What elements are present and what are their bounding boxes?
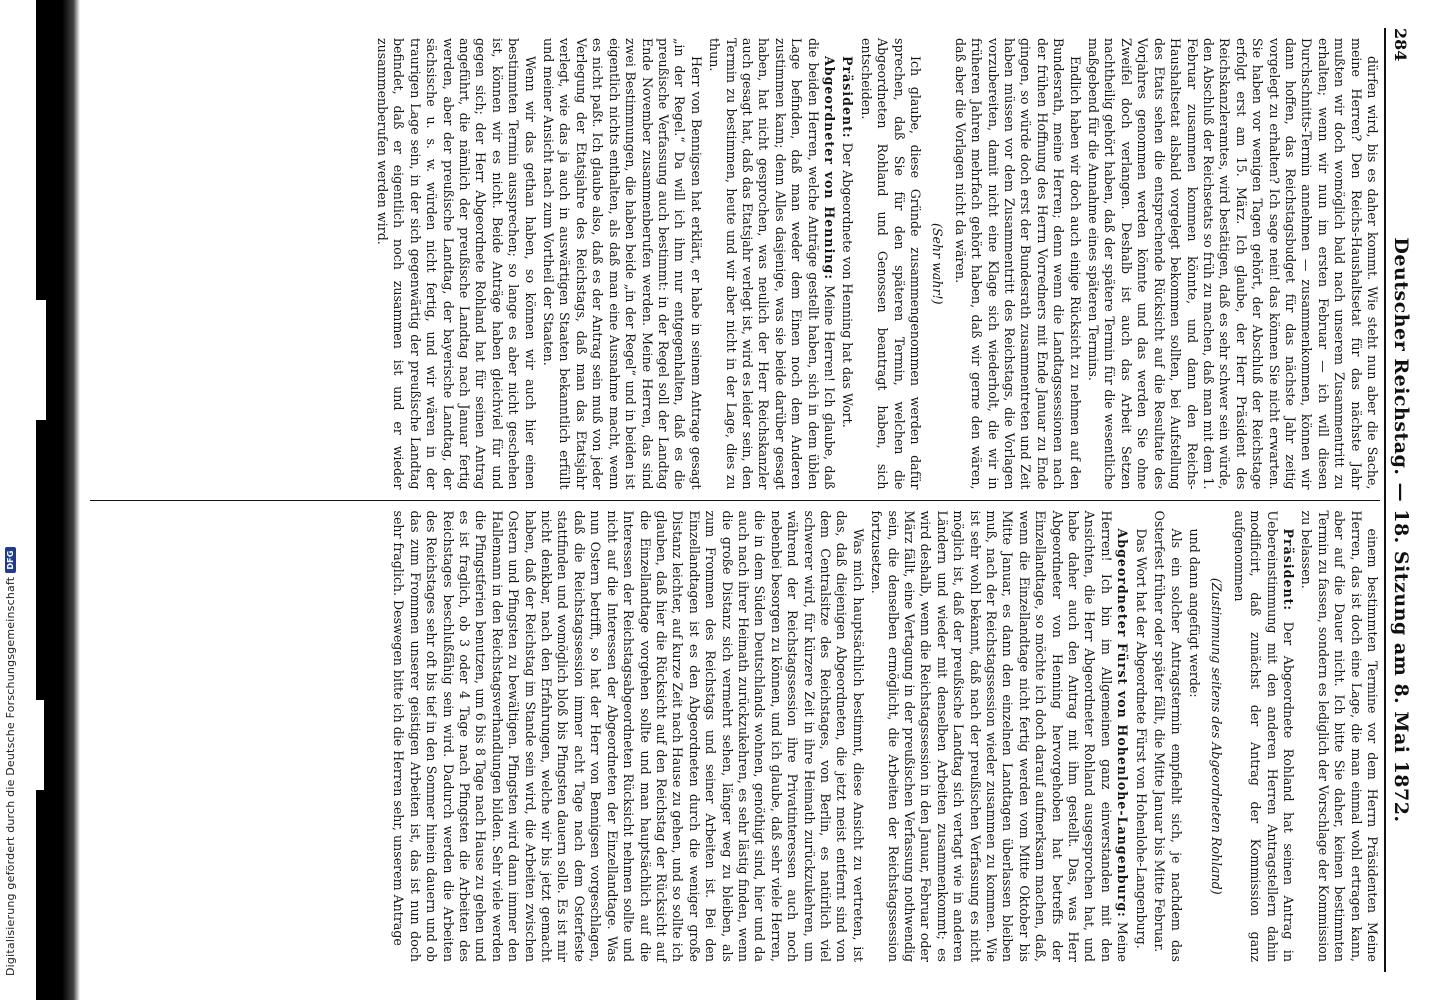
speaker-statement (706, 38, 837, 490)
paragraph: Herr von Bennigsen hat erklärt, er habe in seinem Antrage gesagt „in der Regel.“ Da will ich ihm nur entgegenhalten, daß es die preußische Verfassung auch bestimmt: in der Regel soll der Landtag Ende November zusammenberufen werden. Meine Herren, das sind zwei Bestimmungen, die haben beide „in der Regel“ und in beiden ist eigentlich nichts enthalten, als daß man eine Ausnahme macht, wenn es nicht paßt. Ich glaube also, daß es der Antrag sein muß von jeder Verlegung der Etatsjahre des Reichstags, daß man das Etatsjahr verlegt, wie das ja auch in auswärtigen Staaten bekanntlich erfüllt und meiner Ansicht nach zum Vortheil der Staaten. (541, 38, 704, 490)
interjection-note: (Zustimmung seitens des Abgeordneten Rohland) (1209, 577, 1225, 895)
scanned-page (80, 10, 1420, 990)
paragraph: Ich glaube, diese Gründe zusammengenommen werden dafür sprechen, daß Sie für den späteren Termin, welchen die Abgeordneten Rohland und Genossen beantragt haben, sich entscheiden. (858, 38, 924, 490)
digitization-credit (0, 16, 20, 976)
credit-text: Digitalisierung gefördert durch die Deutsche Forschungsgemeinschaft (3, 576, 17, 976)
statement-text: Der Abgeordnete von Henning hat das Wort. (840, 142, 856, 428)
page-header (1384, 28, 1416, 972)
paragraph: Endlich haben wir doch auch einige Rücksicht zu nehmen auf den Bundesrath, meine Herren; denn wenn die Landtagssessionen nach der frühen Hoffnung des Herrn Vorredners mit Ende Januar zu Ende gingen, so würde doch erst der Bundesrath zusammentreten und Zeit haben müssen vor dem Zusammentritt des Reichstags, die Vorlagen vorzubereiten, damit nicht eine Klage sich wiederholt, die wir in früheren Jahren mehrfach gehört haben, daß wir gerne den wären, daß aber die Vorlagen nicht da wären. (952, 38, 1083, 490)
applause-note: (Sehr wahr!) (930, 222, 946, 305)
rotated-page-content (80, 10, 1420, 990)
scan-edge-notch (36, 700, 44, 790)
president-statement (1230, 511, 1296, 963)
speaker-label: Abgeordneter Fürst von Hohenlohe-Langenburg: (1115, 528, 1131, 918)
scan-shadow-edge (36, 0, 80, 1000)
paragraph: Das Wort hat der Abgeordnete Fürst von Hohenlohe-Langenburg. (1133, 528, 1149, 949)
paragraph: dürfen wird, bis es daher kommt. Wie steht nun aber die Sache, meine Herren? Den Reichs-Haushaltsetat für das nächste Jahr mußten wir doch womöglich bald nach unserem Zusammentritt zu erhalten; wenn wir nun im ersten Februar — ich will diesen Durchschnitts-Termin annehmen — zusammenkommen, können wir dann hoffen, das Reichstagsbudget für das nächste Jahr zeitig vorgelegt zu erhalten? Ich sage nein! das können Sie nicht erwarten. Sie haben vor wenigen Tagen gehört, der Abschluß der Reichstage erfolgt erst am 15. März. Ich glaube, der Herr Präsident des Reichskanzleramtes, wird bestätigen, daß es sehr schwer sein würde, den Abschluß der Reichsetats so früh zu machen, daß man mit dem 1. Februar zusammen kommen könnte, und dann den Reichs-Haushaltsetat alsbald vorgelegt bekommen sollten, bei Aufstellung des Etats sehen die entsprechende Rücksicht auf die Resultate des Vorjahres genommen werden könnte und das werden Sie ohne Zweifel doch verlangen. Deshalb ist auch das Arbeit Setzen nachtheilig gehört haben, daß der spätere Termin für die wesentliche maßgebend für die Annahme eines späteren Termins. (1086, 38, 1380, 490)
dfg-logo-icon: DFG (5, 547, 16, 572)
statement-text: Meine Herren! Ich glaube, daß die beiden Herren, welche Anträge gestellt haben, sich in dem üblen Lage befinden, daß man weder dem Einen noch dem Anderen zustimmen kann; denn Alles dasjenige, was sie beide darüber gesagt haben, hat nicht gesprochen, was neulich der Herr Reichskanzler auch gesagt hat, daß das Etatsjahr verlegt ist, wird es leider sein, den Termin zu bestimmen, heute und wir aber nicht in der Lage, dies zu thun. (707, 38, 837, 490)
scan-edge-notch (36, 300, 46, 420)
paragraph: und dann angefügt werde: (1186, 528, 1202, 698)
president-statement (839, 38, 855, 490)
running-head: Deutscher Reichstag. — 18. Sitzung am 8. Mai 1872. (1390, 237, 1412, 823)
paragraph: Was mich hauptsächlich bestimmt, diese Ansicht zu vertreten, ist das, daß diejenigen Abgeordneten, die jetzt meist entfernt sind von dem Centralsitze des Reichstages, von Berlin, es natürlich viel schwerer wird, für kürzere Zeit in ihre Heimath zurückzukehren, um während der Reichstagssession ihre Privatinteressen auch noch nebenbei besorgen zu können, und ich glaube, daß sehr viele Herren, die in dem Süden Deutschlands wohnen, genöthigt sind, hier und da auch nach ihrer Heimath zurückzukehren, es sehr lästig finden, wenn die große Distanz sich vermehrt sehen, länger weg zu bleiben, als zum Frommen des Reichstags und seiner Arbeiten ist. Bei den Einzellandtagen ist es den Abgeordneten durch die weniger große Distanz leichter, auf kurze Zeit nach Hause zu gehen, und so sollte ich glauben, daß hier die Rücksicht auf den Reichstag der Rücksicht auf die Einzellandtage vorgehen sollte und man hauptsächlich auf die Interessen der Reichstagsabgeordneten Rücksicht nehmen sollte und nicht auf die Interessen der Abgeordneten der Einzellandtage. Was nun Ostern betrifft, so hat der Herr von Bennigsen vorgeschlagen, daß die Reichstagssession immer acht Tage nach dem Osterfeste stattfinden und womöglich bloß bis Pfingsten dauern solle. Es ist mir nicht denkbar, nach den Erfahrungen, welche wir bis jetzt gemacht haben, daß der Reichstag im Stande sein wird, die Arbeiten zwischen Ostern und Pfingsten zu bewältigen. Pfingsten wird dann immer den Hallemann in den Reichstagsverhandlungen bilden. Sehr viele werden die Pfingstferien benutzen, um 6 bis 8 Tage nach Hause zu gehen und es ist fraglich, ob 3 oder 4 Tage nach Pfingsten die Arbeiten des Reichstages beschlußfähig sein wird. Dadurch werden die Arbeiten des Reichstages sehr oft bis tief in den Sommer hinein dauern und ob das zum Frommen unserer geistigen Arbeiten ist, das ist nun doch sehr fraglich. Deswegen bitte ich die Herren sehr, unserem Antrage (391, 510, 866, 962)
speaker-label: Abgeordneter von Henning: (822, 56, 837, 280)
quoted-motion: Als ein solcher Antragstermin empfiehlt sich, je nachdem das Osterfest früher oder später fällt, die Mitte Januar bis Mitte Februar. (1152, 510, 1184, 962)
statement-text: Meine Herren! Ich bin im Allgemeinen ganz einverstanden mit den Ansichten, die Herr Abgeordneter Rohland ausgesprochen hat, und habe daher auch den Antrag mit ihm gestellt. Das, was Herr Abgeordneter von Henning hervorgehoben hat betreffs der Einzellandtage, so möchte ich doch darauf aufmerksam machen, daß, wenn die Einzellandtage nicht fertig werden vom Mitte Oktober bis Mitte Januar, es dann den einzelnen Landtagen überlassen bleiben muß, nach der Reichstagssession wieder zusammen zu kommen. Wie ist sehr wohl bekannt, daß nach der preußischen Verfassung es nicht möglich ist, daß der preußische Landtag sich vertagt wie in anderen Ländern und wieder mit denselben Arbeiten zusammenkommt; es wird deshalb, wenn die Reichstagssession in den Januar, Februar oder März fällt, eine Vertagung in der preußischen Verfassung nothwendig sein, die denselben ermöglicht, die Arbeiten der Reichstagssession fortzusetzen. (869, 510, 1131, 962)
side-strip (0, 0, 32, 1000)
speaker-label: Präsident: (840, 56, 856, 139)
right-column (90, 501, 1380, 973)
text-columns (90, 28, 1380, 972)
statement-text: Der Abgeordnete Rohland hat seinen Antrag in Uebereinstimmung mit den anderen Herren Antragstellern dahin modificirt, daß zunächst der Antrag der Kommission ganz aufgenommen (1231, 510, 1296, 962)
paragraph: einem bestimmten Termine vor dem Herrn Präsidenten Meine Herren, das ist doch eine Lage, die man einmal wohl ertragen kann, aber auf die Dauer nicht. Ich bitte Sie daher, keinen bestimmten Termin zu fassen, sondern es lediglich der Vorschlage der Kommission zu belassen. (1299, 510, 1380, 962)
page-number: 284 (1391, 28, 1411, 62)
left-column (90, 28, 1380, 500)
speaker-statement (868, 511, 1131, 963)
speaker-label: Präsident: (1280, 528, 1296, 612)
paragraph: Wenn wir das gethan haben, so können wir auch hier einen bestimmten Termin aussprechen; so lange es aber nicht geschehen ist, können wir es nicht. Beide Anträge haben gleichviel für und gegen sich; der Herr Abgeordnete Rohland hat für seinen Antrag angeführt, die nämlich der preußische Landtag nach Januar fertig werden, aber der preußische Landtag, der bayerische Landtag, der sächsische u. s. w. würden nicht fertig, und wir wären in der traurigen Lage sein, in der sich gegenwärtig der preußische Landtag befindet, daß er eigentlich noch zusammen ist und er wieder zusammenberufen werden wird. (375, 38, 538, 490)
